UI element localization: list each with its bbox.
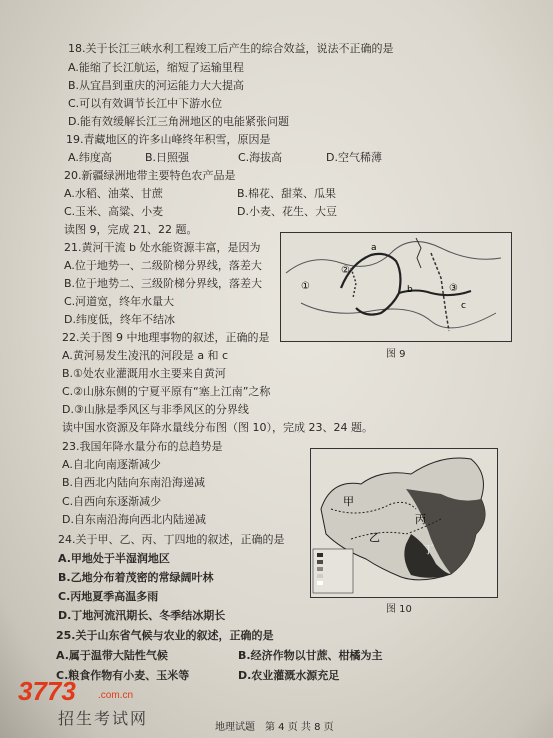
text-line: B.位于地势二、三级阶梯分界线，落差大 <box>64 277 263 290</box>
fig10-label-bing: 丙 <box>415 513 426 526</box>
text-line: A.自北向南逐渐减少 <box>62 458 161 471</box>
figure-9-caption: 图 9 <box>386 349 406 360</box>
figure-9-map <box>280 232 512 342</box>
text-line: 24.关于甲、乙、丙、丁四地的叙述，正确的是 <box>58 533 285 546</box>
text-line: 20.新疆绿洲地带主要特色农产品是 <box>64 169 236 182</box>
fig10-label-yi: 乙 <box>369 531 380 544</box>
text-line: D.空气稀薄 <box>326 151 382 164</box>
text-line: B.①处农业灌溉用水主要来自黄河 <box>62 367 226 380</box>
fig9-label-c: c <box>461 301 466 311</box>
text-line: C.玉米、高粱、小麦 <box>64 205 164 218</box>
text-line: D.纬度低，终年不结冰 <box>64 313 175 326</box>
figure-10-caption: 图 10 <box>386 604 412 615</box>
fig9-label-2: ② <box>341 265 350 276</box>
text-line: D.丁地河流汛期长、冬季结冰期长 <box>58 609 226 622</box>
figure-10-map <box>310 448 498 598</box>
page-footer: 地理试题 第 4 页 共 8 页 <box>215 722 334 733</box>
text-line: A.位于地势一、二级阶梯分界线，落差大 <box>64 259 262 272</box>
fig10-label-ding: 丁 <box>423 543 434 556</box>
text-line: D.③山脉是季风区与非季风区的分界线 <box>62 403 249 416</box>
yellow-river-map <box>281 233 511 341</box>
text-line: B.从宜昌到重庆的河运能力大大提高 <box>68 79 245 92</box>
text-line: C.可以有效调节长江中下游水位 <box>68 97 223 110</box>
text-line: 19.青藏地区的许多山峰终年积雪，原因是 <box>66 133 271 146</box>
text-line: 22.关于图 9 中地理事物的叙述，正确的是 <box>62 331 270 344</box>
text-line: C.自西向东逐渐减少 <box>62 495 162 508</box>
fig10-label-jia: 甲 <box>343 495 354 508</box>
text-line: 21.黄河干流 b 处水能资源丰富，是因为 <box>64 241 261 254</box>
text-line: B.日照强 <box>145 151 190 164</box>
watermark-domain: .com.cn <box>98 690 134 701</box>
text-line: 23.我国年降水量分布的总趋势是 <box>62 440 223 453</box>
text-line: A.属于温带大陆性气候 <box>56 649 168 662</box>
text-line: B.乙地分布着茂密的常绿阔叶林 <box>58 571 214 584</box>
text-line: D.能有效缓解长江三角洲地区的电能紧张问题 <box>68 115 289 128</box>
text-line: C.河道宽，终年水量大 <box>64 295 175 308</box>
text-line: C.粮食作物有小麦、玉米等 <box>56 669 190 682</box>
text-line: D.农业灌溉水源充足 <box>238 669 340 682</box>
text-line: A.水稻、油菜、甘蔗 <box>64 187 163 200</box>
fig9-label-3: ③ <box>449 283 458 294</box>
text-line: B.棉花、甜菜、瓜果 <box>237 187 337 200</box>
text-line: C.②山脉东侧的宁夏平原有“塞上江南”之称 <box>62 385 271 398</box>
text-line: A.能缩了长江航运，缩短了运输里程 <box>68 61 244 74</box>
china-precipitation-map <box>311 449 497 597</box>
text-line: C.海拔高 <box>238 151 283 164</box>
watermark-logo: 3773 <box>18 676 76 706</box>
text-line: D.自东南沿海向西北内陆递减 <box>62 513 206 526</box>
text-line: 读图 9，完成 21、22 题。 <box>64 223 198 236</box>
text-line: C.丙地夏季高温多雨 <box>58 590 159 603</box>
text-line: 读中国水资源及年降水量线分布图（图 10），完成 23、24 题。 <box>62 421 373 434</box>
watermark-tagline: 招生考试网 <box>58 709 149 728</box>
fig9-label-a: a <box>371 243 377 253</box>
text-line: A.甲地处于半湿润地区 <box>58 552 170 565</box>
fig9-label-b: b <box>407 285 413 295</box>
text-line: 25.关于山东省气候与农业的叙述，正确的是 <box>56 629 274 642</box>
text-line: B.自西北内陆向东南沿海递减 <box>62 476 206 489</box>
text-line: A.黄河易发生凌汛的河段是 a 和 c <box>62 349 229 362</box>
text-line: D.小麦、花生、大豆 <box>237 205 337 218</box>
text-line: B.经济作物以甘蔗、柑橘为主 <box>238 649 383 662</box>
text-line: A.纬度高 <box>68 151 112 164</box>
text-line: 18.关于长江三峡水利工程竣工后产生的综合效益，说法不正确的是 <box>68 42 394 55</box>
fig9-label-1: ① <box>301 281 310 292</box>
